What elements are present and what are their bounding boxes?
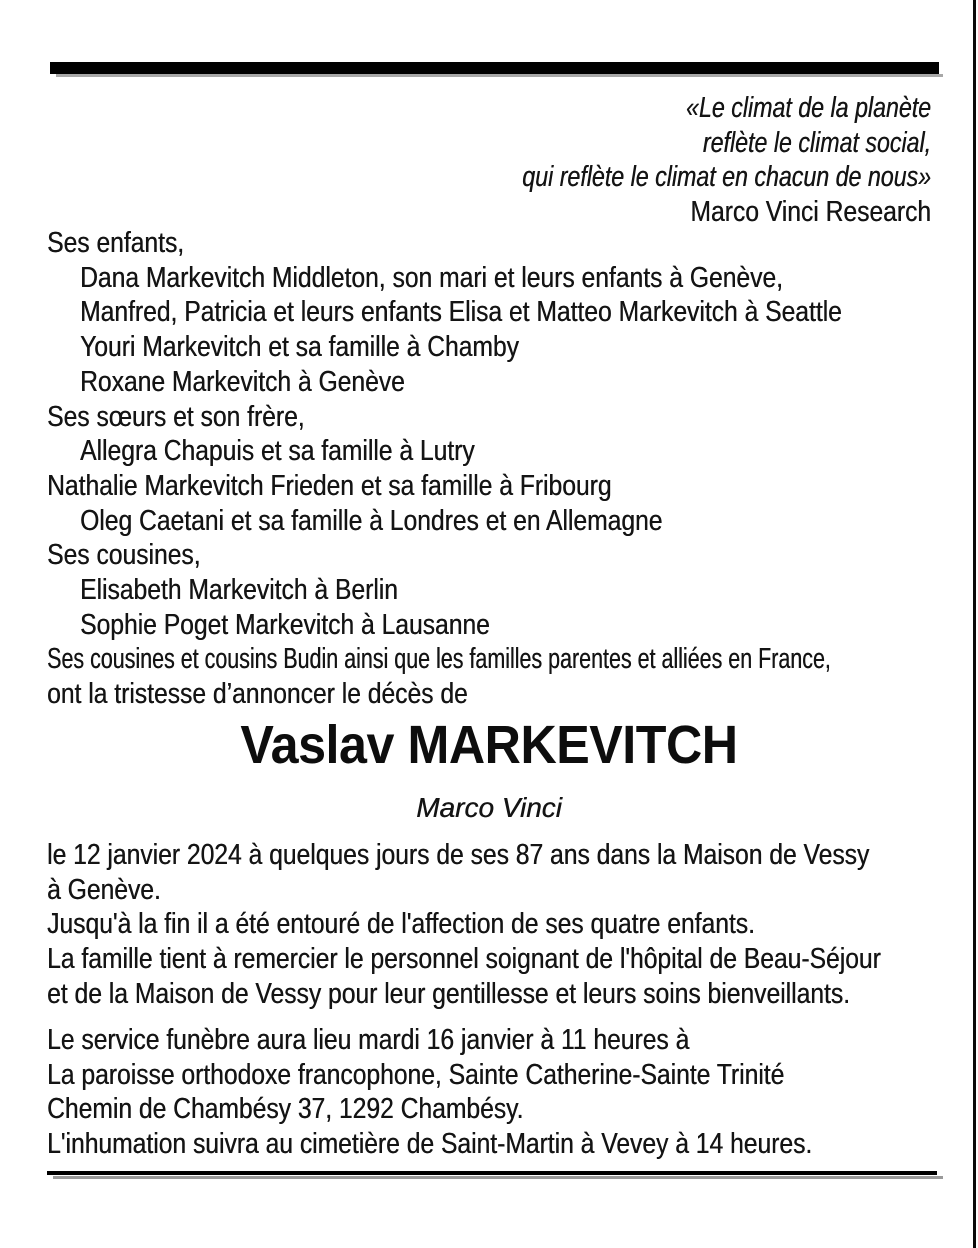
quote-attribution: Marco Vinci Research [690,196,931,229]
announcement-line: à Genève. [47,873,161,906]
service-line: L'inhumation suivra au cimetière de Saint-Martin à Vevey à 14 heures. [47,1128,813,1161]
family-line: Manfred, Patricia et leurs enfants Elisa et Matteo Markevitch à Seattle [80,296,842,329]
family-line: Roxane Markevitch à Genève [80,365,405,398]
family-line: Oleg Caetani et sa famille à Londres et en Allemagne [80,504,663,537]
announcement-line: Jusqu'à la fin il a été entouré de l'affection de ses quatre enfants. [47,908,755,941]
announcement-line: le 12 janvier 2024 à quelques jours de ses 87 ans dans la Maison de Vessy [47,839,870,871]
top-rule-shadow [56,74,943,77]
service-paragraph [47,1023,947,1162]
announcement-paragraph [47,838,947,1012]
top-rule [50,62,939,74]
family-line: Elisabeth Markevitch à Berlin [80,574,398,607]
family-line: ont la tristesse d’annoncer le décès de [47,678,468,711]
bottom-rule-shadow [53,1176,943,1179]
family-line: Nathalie Markevitch Frieden et sa famille à Fribourg [47,469,612,502]
quote-line: qui reflète le climat en chacun de nous» [522,161,931,194]
family-line: Dana Markevitch Middleton, son mari et leurs enfants à Genève, [80,261,783,294]
family-line: Ses cousines et cousins Budin ainsi que les familles parentes et alliées en France, [47,643,831,676]
family-line: Youri Markevitch et sa famille à Chamby [80,331,519,364]
announcement-line: La famille tient à remercier le personnel soignant de l'hôpital de Beau-Séjour [47,943,881,976]
announcement-line: et de la Maison de Vessy pour leur gentillesse et leurs soins bienveillants. [47,977,850,1010]
deceased-name: Vaslav MARKEVITCH [240,715,738,775]
family-line: Ses enfants, [47,227,185,259]
service-line: Chemin de Chambésy 37, 1292 Chambésy. [47,1093,524,1126]
family-line: Ses sœurs et son frère, [47,400,305,433]
family-line: Allegra Chapuis et sa famille à Lutry [80,435,475,468]
family-line: Sophie Poget Markevitch à Lausanne [80,608,490,641]
quote-block [47,91,931,230]
quote-line: reflète le climat social, [702,126,931,159]
family-line: Ses cousines, [47,539,201,572]
scan-edge-line [973,0,976,1248]
deceased-alias: Marco Vinci [416,792,562,823]
service-line: La paroisse orthodoxe francophone, Sainte Catherine-Sainte Trinité [47,1058,785,1091]
family-list [47,226,947,712]
service-line: Le service funèbre aura lieu mardi 16 janvier à 11 heures à [47,1024,690,1056]
quote-line: «Le climat de la planète [685,92,931,124]
bottom-rule [47,1171,937,1175]
